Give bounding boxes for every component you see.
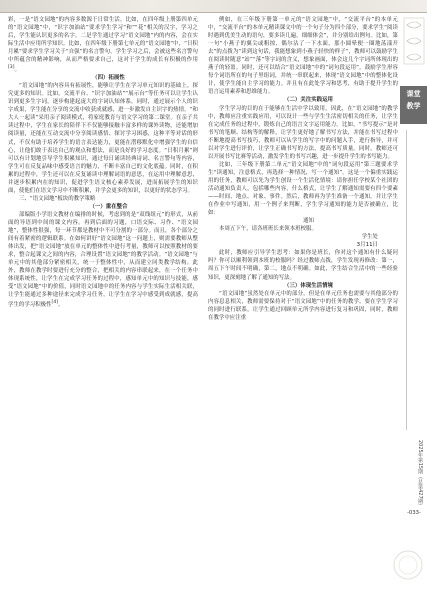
notice-date: 3月11日 [356,242,378,249]
paragraph: 彩，一是“语文园地”的内容多数源于日常生活。比如，在四年级上册第四单元的“语文园地”中，“识字加油站”要求学生学习“和”“花”相关的汉字，学习之后，学生能认识更多的名字。二是学生通过学习“语文园地”内的内容，会在实际生活中应用所学知识。比如，在四年级下册第七单元的“语文园地”中，“日积月累”要求学生学习关于“自强”的名言警句，学生学习之后，会被这些名言警句中所蕴含的精神影响，从而严格要求自己，这对于学生的成长有积极的作用[3]。 [8,17,198,74]
notice-body: 本周五下午，请各班班长来领本班校服。 [219,226,317,233]
paragraph: 部编版小学语文教材在编排的时候，考虑到的是“双线组元”的形式，从前面的导语到中间的课文内容，再到后面的习题，口语交际、习作、“语文园地”，整体性很强，每一环节都是教材中不可分割的一部分。而且，各个部分之间有着紧密的逻辑联系。在如何讲好“语文园地”这一问题上，则需要教师从整体出发，把“语文园地”放在单元的整体性中进行考量，教师可以按照教材的要求，整合起课文之间的内容，合理设置“语文园地”的教学活动。“语文园地”与单元中的其他部分紧密相关，统一于整体性中，从而建立同类教学结构。此外，教师在教学时要进行充分的整合，把相关的内容串联起来，在一个任务中体现系统性，让学生在完成学习任务的过程中，感知单元中的知识与技能，感受“语文园地”中的价值，同时语文园地中的任务内容与学生实际生活相关联，让学生能通过多种途径来完成学习任务，让学生在学习中感受到成就感，提高学生的学习积极性[4]。 [8,211,198,309]
citation: [4] [51,300,59,306]
paragraph: 例如，在三年级下册第一单元的“语文园地”中，“交流平台”的本单元中，“交流平台”的本单元精读课文中的一个句子分为四个部分，要求学生“阅读时遇到优美生动的语句，要多读几遍，细细体会”，并分别给出例句。比如，第一句“小燕子的翼尖或粗掠，偶尔沾了一下水面，那小圆晕便一圈地荡漾开去”的点拨为“读到这句话，我能想象到小燕子轻快的样子”，教师可以鼓励学生在阅读时随意“站”“落”等字词的含义，想象画面，体会这几个字词所体现出的燕子的轻盈。同时，还可以结合“语文园地”中的“词句段运用”，鼓励学生形容每个词语所在的句子里组词，并统一串联起来，体现“语文园地”中的整体化设计，使学生能自主学习的能力。并且有在此处学习和思考，有助于提升学生的语言运用素养和思维能力。 [208,17,398,96]
decorative-top-band [0,0,427,12]
right-column [208,16,398,322]
section-heading: （三）体现生活情境 [284,282,333,289]
paragraph: 比如，三年级下册第二单元“语文园地”中的“词句段运用”第三题要求学生“读通知，注意格式，再选择一种情况，写一个通知”。这是一个偏重实践运用的任务，教师可以先为学生创设一个生活化情境：请你担任学校某个社团的活动通知负责人，包括哪些内容，什么格式，让学生了解通知需要有四个要素——时间、地点、对象、事件。然后，教师再为学生准备一个通知，并让学生在作业中写通知，用一个例子来判断，学生学习通知的能力是否被确立，比如： [208,161,398,217]
notice-title: 通知 [303,218,314,225]
left-column [8,16,198,309]
paragraph: 此时，教师应引导学生思考：如果你是班长，你对这个通知有什么疑问吗？你可以顺利领到本班的校服吗？经过教师点拨，学生发现再修改：第一，周五下午时间不明确，第二，地点不明确。如此，学生结合生活中的一些经验知识，更深刻地了解了通知的写法。 [208,250,398,281]
paragraph: “语文园地”虽然处在单元中的部分，但是在单元任务也需要与其他部分的内容息息相关，教师需要保持对于“语文园地”中的任务的教学，要在学生学习的同时进行联系，让学生通过回顾单元所学内容进行复习和巩固，同时，教师在教学中应注重 [208,290,398,321]
section-heading: 三、“语文园地”板块的教学策略 [19,195,96,202]
citation: [3] [8,65,15,71]
section-heading: （一）重在整合 [89,203,128,210]
paragraph: “语文园地”的内容具有拓展性，能够让学生在学习单元知识的基础上，探究更多的知识。比如，交流平台、“识字加油站”“展示台”等任务可以让学生认识到更多生字词，逐步构建起庞大的字词认知体系。同时，通过展示个人的识字成果，学生能在分享的交流中收获成就感，进一步激发自主识字的热情。“和大人一起读”采用亲子阅读模式，将家庭教育与语文学习的第二课堂。在亲子共读过程中，学生在家长的陪伴下不仅能够接触丰富多样的课外读物，还能增加阅读量，还能在互动交流中分享阅读感悟、探讨学习困惑，这种平等对话的形式，不仅有助于培养学生的语言表达能力，更能在潜移默化中增强学生的自信心，让他们敢于表达自己的观点和想法，而是良好的学习态度。“日积月累”则可以有计划地引导学生积累知识，通过每日诵读经典诗词、名言警句等内容，学生可在反复品味中感受语言的魅力，不断丰富自己的文化底蕴。同时，在积累的过程中，学生还可以在反复诵读中理解词语的意思，在运用中理解意思，并逐步积累内在的知识，促进学生语文核心素养发展，进而拓展学生的知识面，使他们在语文学习中不断积累，并学会更多的知识，以更好的状态学习。 [8,83,198,194]
notice-signature: 学生处 [361,234,378,241]
side-rail [400,0,427,594]
section-heading: （四）拓展性 [92,75,125,82]
column-label: 课堂 教学 [400,86,427,124]
section-heading: （二）关注实践运用 [284,97,333,104]
watermark-seal-icon [390,545,426,585]
divider [406,130,407,430]
issue-info: 2025年第15期（总第427期） [417,440,423,509]
paragraph: 学生学习的目的在于能够在生活中学以致用，因此，在“语文园地”的教学中，教师应注重实践应用，可以设计一些与学生生活密切相关的任务，让学生在完成任务的过程中，锻炼自己的语言文字运用能力。比如，“书写提示”是对书写的笔顺、结构等的解释，让学生更好地了解书写方法，并能在书写过程中不断地提高书写技巧，教师可以从学生的写字中的问题入手，进行指导，并可以对学生进行评价，让学生正确书写的方法，提高书写质量。同时，教师还可以开展书写比赛等活动，激发学生的书写兴趣，进一步提升学生的书写能力。 [208,105,398,160]
page-number: -033- [407,510,421,516]
